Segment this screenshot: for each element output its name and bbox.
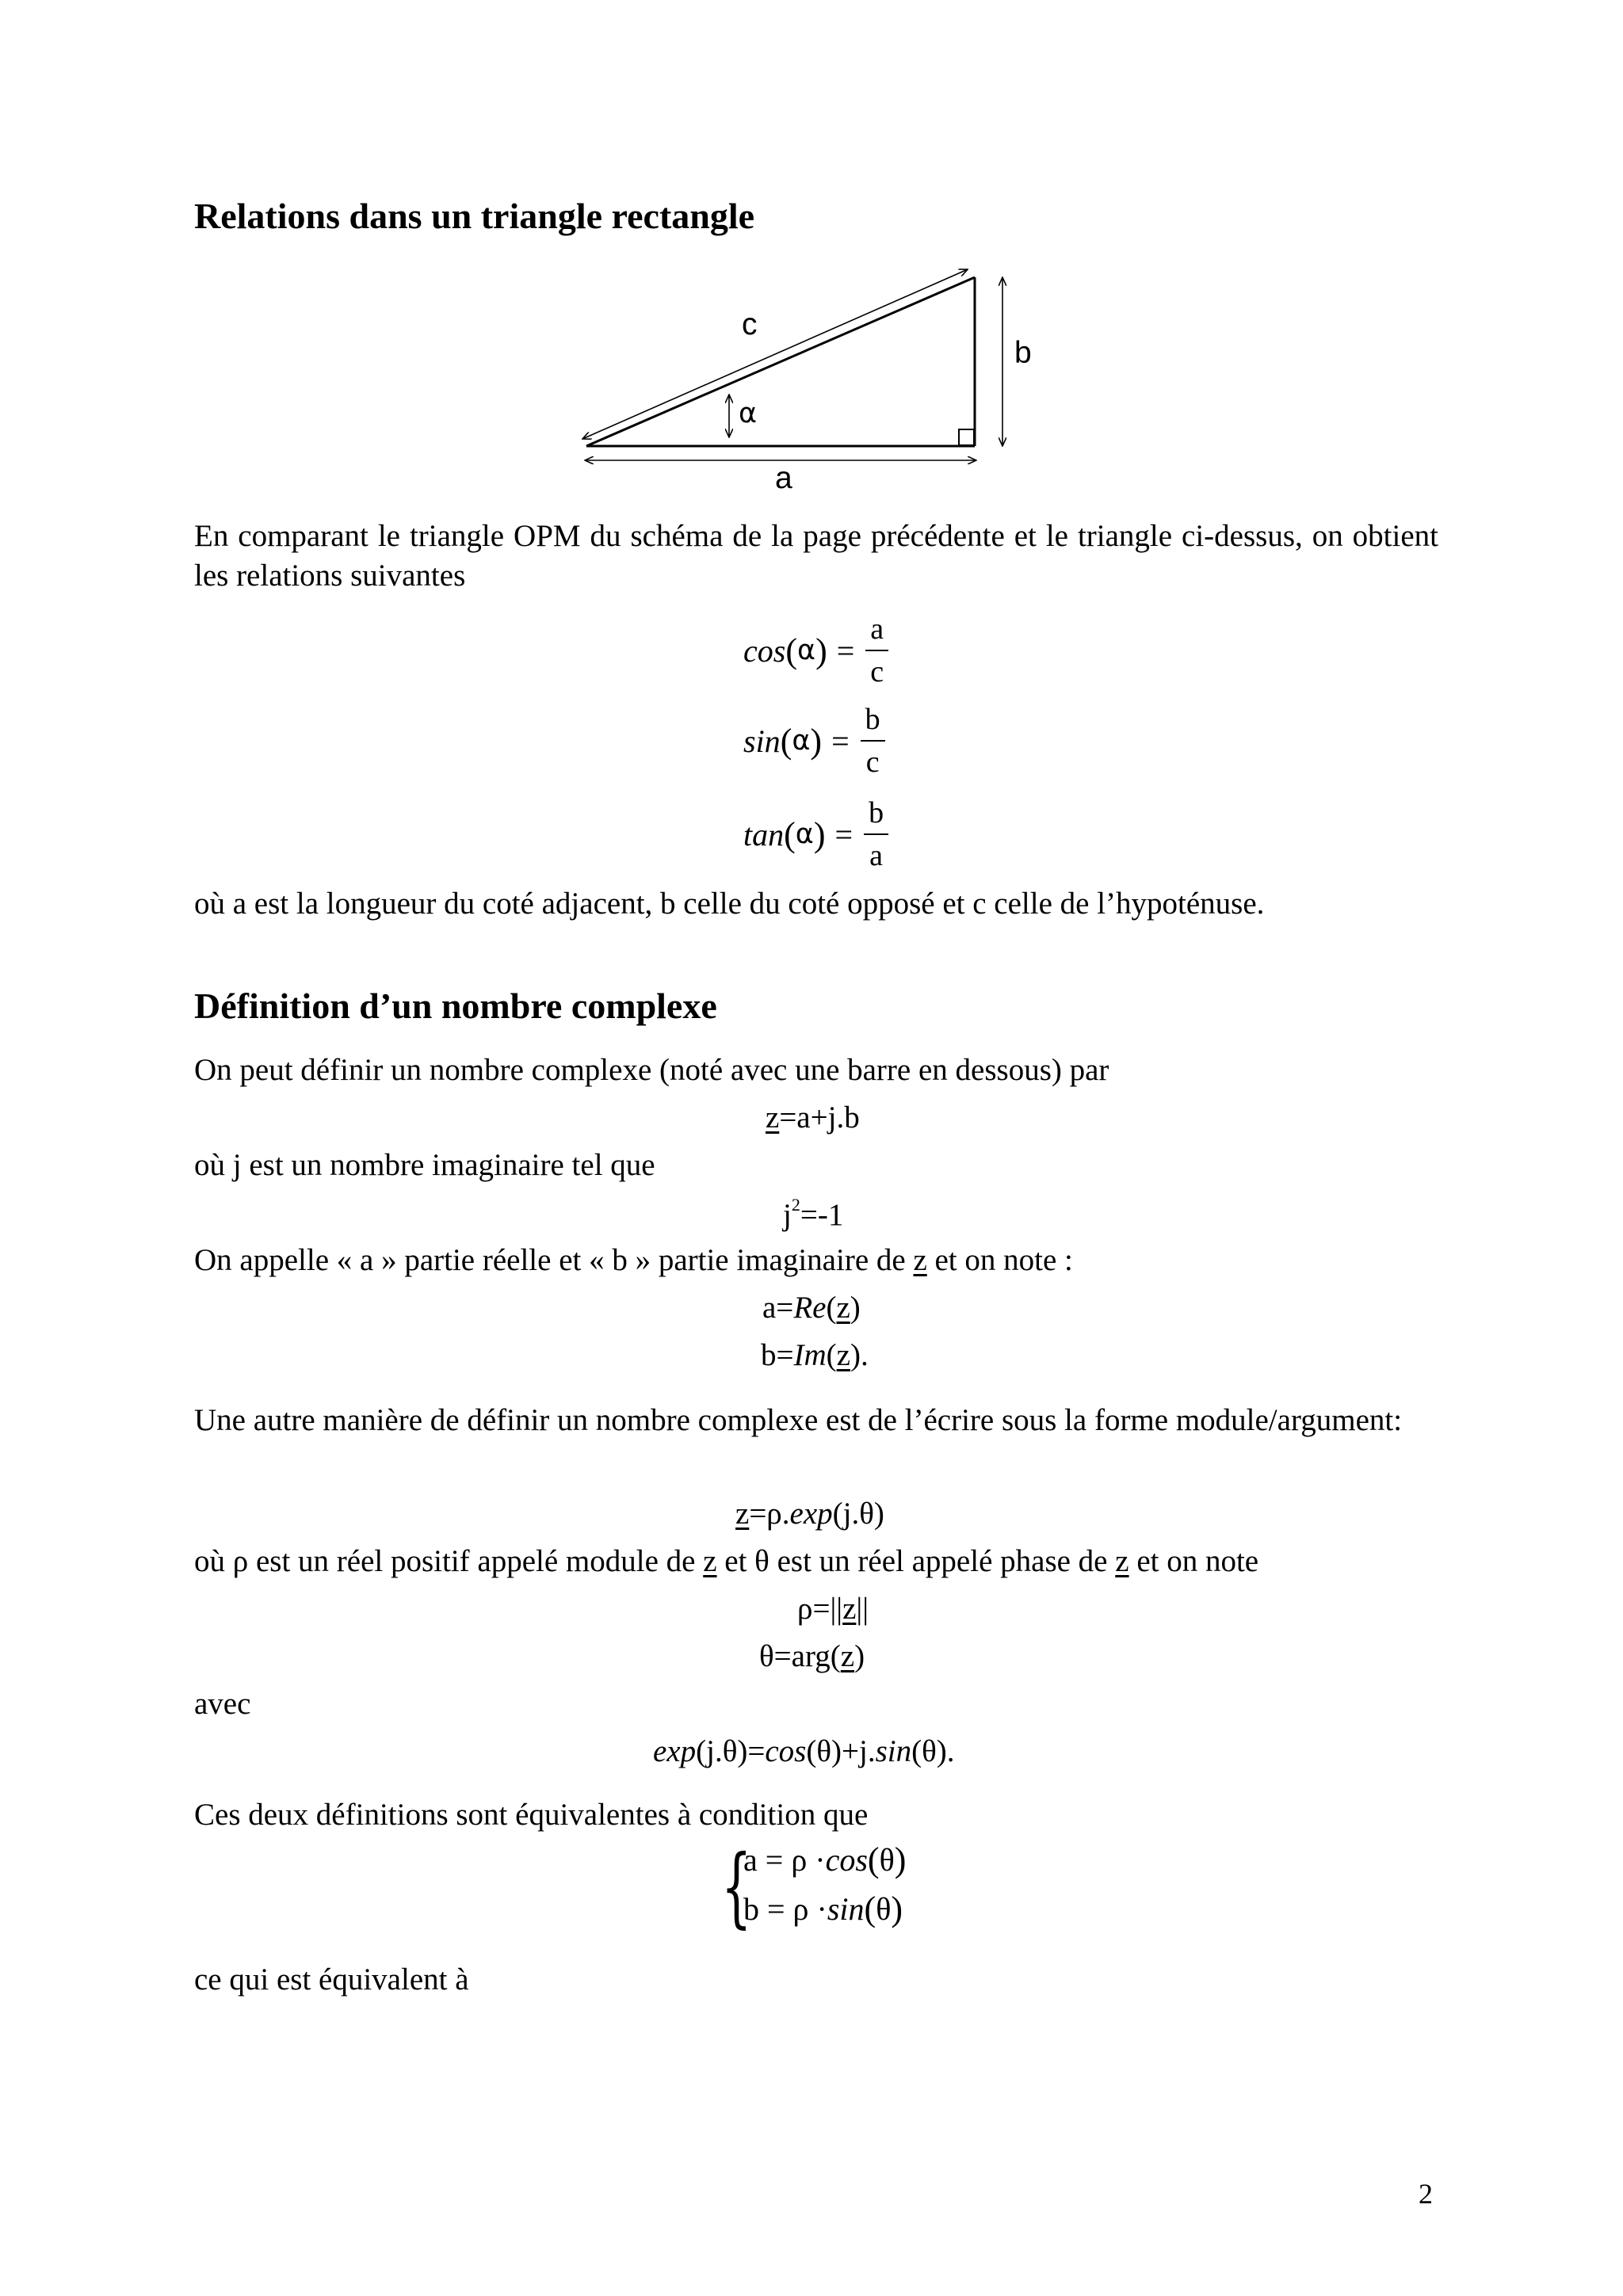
label-alpha: α — [739, 398, 758, 429]
paragraph-re-im — [194, 1242, 1073, 1278]
equation-re: a=Re(z) — [762, 1291, 861, 1325]
var-z: z — [735, 1497, 750, 1531]
arg-theta: θ — [876, 1891, 892, 1927]
equation-z-polar — [735, 1496, 884, 1531]
fn-sin: sin — [827, 1891, 865, 1927]
equation-euler — [653, 1733, 955, 1769]
right-triangle-diagram — [555, 254, 1062, 483]
paragraph-imaginary: où j est un nombre imaginaire tel que — [194, 1148, 655, 1182]
fn-im: Im — [793, 1338, 827, 1372]
paragraph-equivalent: ce qui est équivalent à — [194, 1962, 469, 1997]
paragraph-intro: En comparant le triangle OPM du schéma de la page précédente et le triangle ci-dessus, on obtient les relations suivantes — [194, 519, 1438, 593]
numerator: a — [865, 608, 888, 651]
triangle-shape — [586, 277, 975, 446]
fraction-a-c — [865, 608, 888, 692]
right-angle-marker — [959, 429, 974, 445]
section-title-complex: Définition d’un nombre complexe — [194, 986, 717, 1026]
eq-rest: =-1 — [800, 1198, 844, 1232]
fn-cos: cos — [765, 1734, 807, 1768]
fn-re: Re — [793, 1291, 827, 1325]
page-number: 2 — [1419, 2178, 1433, 2210]
eq-part: (θ)+j. — [806, 1734, 876, 1768]
eq-part: (θ). — [911, 1734, 955, 1768]
numerator: b — [861, 699, 885, 742]
var-z: z — [840, 1639, 855, 1673]
var-z: z — [703, 1544, 717, 1578]
equation-theta — [759, 1638, 865, 1674]
arg-alpha: α — [792, 725, 811, 757]
eq-part: (j.θ)= — [696, 1734, 766, 1768]
text-part: et θ est un réel appelé phase de — [716, 1544, 1116, 1578]
var-z: z — [836, 1338, 850, 1372]
var-z: z — [836, 1291, 850, 1325]
denominator: c — [865, 746, 880, 779]
fn-exp: exp — [789, 1497, 833, 1531]
label-a: a — [775, 461, 792, 495]
paragraph-polar: Une autre manière de définir un nombre complexe est de l’écrire sous la forme module/argument: — [194, 1403, 1403, 1437]
paragraph-outro: où a est la longueur du coté adjacent, b celle du coté opposé et c celle de l’hypoténuse. — [194, 887, 1265, 921]
eq-rest: =a+j.b — [779, 1100, 860, 1135]
var-z: z — [842, 1592, 857, 1626]
equation-system — [721, 1836, 927, 1943]
paragraph-definition: On peut définir un nombre complexe (noté avec une barre en dessous) par — [194, 1053, 1109, 1087]
text-part: et on note — [1128, 1544, 1259, 1578]
left-brace: { — [721, 1836, 752, 1937]
equation-rho — [797, 1591, 869, 1627]
eq-arg: (j.θ) — [832, 1497, 884, 1531]
exponent: 2 — [791, 1195, 800, 1215]
fn-tan: tan — [743, 816, 785, 852]
arg-alpha: α — [796, 635, 816, 666]
fn-cos: cos — [825, 1842, 868, 1878]
rhs: ) — [854, 1639, 865, 1673]
eq-mid: =ρ. — [749, 1497, 790, 1531]
arg-alpha: α — [795, 818, 814, 850]
equation-im: b=Im(z). — [761, 1338, 869, 1372]
lhs: θ=arg( — [759, 1639, 841, 1673]
fn-sin: sin — [743, 723, 781, 759]
arrow-c — [582, 269, 968, 439]
denominator: c — [870, 655, 884, 688]
fn-cos: cos — [743, 632, 786, 669]
rhs: || — [856, 1592, 869, 1626]
system-line-b: b = ρ · sin ( θ ) — [743, 1890, 903, 1928]
fn-exp: exp — [653, 1734, 697, 1768]
lhs: ρ=|| — [797, 1592, 843, 1626]
arg-theta: θ — [879, 1842, 895, 1878]
equation-tan: tan ( α ) = $\frac{b}{a}$ — [743, 792, 888, 876]
label-b: b — [1014, 336, 1032, 370]
equation-z-cartesian — [766, 1100, 860, 1135]
lhs: a= — [762, 1291, 794, 1325]
lhs: b= — [761, 1338, 794, 1372]
lhs: b = ρ · — [743, 1891, 827, 1927]
text-part: On appelle « a » partie réelle et « b » partie imaginaire de — [194, 1243, 914, 1277]
var-j: j — [783, 1198, 792, 1232]
fn-sin: sin — [875, 1734, 912, 1768]
equation-sin: sin ( α ) = $\frac{b}{c}$ — [743, 699, 885, 783]
paragraph-condition: Ces deux définitions sont équivalentes à condition que — [194, 1798, 869, 1832]
paragraph-module-phase — [194, 1543, 1258, 1579]
paragraph-avec: avec — [194, 1687, 251, 1721]
system-line-a: a = ρ · cos ( θ ) — [743, 1840, 907, 1879]
equation-j-squared — [783, 1195, 843, 1233]
label-c: c — [742, 307, 758, 341]
equation-cos: cos ( α ) = $\frac{a}{c}$ — [743, 608, 888, 692]
lhs: a = ρ · — [743, 1842, 826, 1878]
denominator: a — [869, 839, 884, 872]
var-z: z — [1115, 1544, 1129, 1578]
var-z: z — [766, 1100, 780, 1135]
numerator: b — [864, 792, 888, 835]
var-z: z — [913, 1243, 927, 1277]
fraction-b-a — [864, 792, 888, 876]
text-part: et on note : — [926, 1243, 1073, 1277]
text-part: où ρ est un réel positif appelé module de — [194, 1544, 704, 1578]
section-title-triangle: Relations dans un triangle rectangle — [194, 196, 755, 236]
fraction-b-c — [861, 699, 885, 783]
